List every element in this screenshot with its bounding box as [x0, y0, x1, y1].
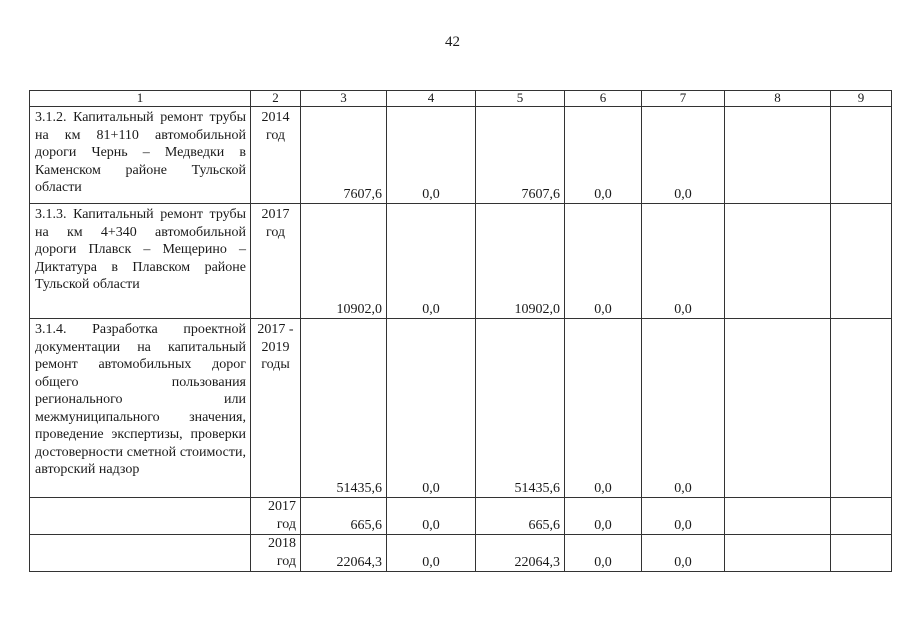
- cell-value: 0,0: [387, 107, 476, 204]
- column-header: 3: [301, 91, 387, 107]
- table-row: [30, 535, 892, 572]
- row-period: 2014 год: [251, 107, 301, 204]
- column-header: 8: [725, 91, 831, 107]
- row-period: 2017 - 2019 годы: [251, 319, 301, 498]
- cell-value: 0,0: [642, 204, 725, 319]
- cell-value: 10902,0: [301, 204, 387, 319]
- column-header: 1: [30, 91, 251, 107]
- column-header: 4: [387, 91, 476, 107]
- cell-value: [831, 107, 892, 204]
- row-period: 2018 год: [251, 535, 301, 572]
- cell-value: 0,0: [565, 535, 642, 572]
- row-description: 3.1.2. Капитальный ремонт трубы на км 81+110 автомобильной дороги Чернь – Медведки в Каменском районе Тульской области: [30, 107, 251, 204]
- cell-value: 0,0: [642, 319, 725, 498]
- row-description: 3.1.4. Разработка проектной документации на капитальный ремонт автомобильных дорог общего пользования регионального или межмуниципального значения, проведение экспертизы, проверки достоверности сметной стоимости, авторский надзор: [30, 319, 251, 498]
- cell-value: 22064,3: [476, 535, 565, 572]
- cell-value: 22064,3: [301, 535, 387, 572]
- cell-value: 7607,6: [476, 107, 565, 204]
- cell-value: [725, 535, 831, 572]
- row-description: 3.1.3. Капитальный ремонт трубы на км 4+340 автомобильной дороги Плавск – Мещерино – Диктатура в Плавском районе Тульской области: [30, 204, 251, 319]
- cell-value: [831, 498, 892, 535]
- cell-value: 51435,6: [476, 319, 565, 498]
- cell-value: 0,0: [565, 107, 642, 204]
- table-row: [30, 498, 892, 535]
- data-table: [29, 90, 892, 572]
- column-header: 7: [642, 91, 725, 107]
- row-description: [30, 498, 251, 535]
- cell-value: 0,0: [565, 498, 642, 535]
- header-row: [30, 91, 892, 107]
- cell-value: [831, 319, 892, 498]
- cell-value: 0,0: [642, 535, 725, 572]
- cell-value: 7607,6: [301, 107, 387, 204]
- cell-value: 0,0: [565, 204, 642, 319]
- cell-value: 0,0: [387, 498, 476, 535]
- cell-value: 665,6: [301, 498, 387, 535]
- column-header: 5: [476, 91, 565, 107]
- cell-value: 10902,0: [476, 204, 565, 319]
- cell-value: [725, 498, 831, 535]
- cell-value: 0,0: [565, 319, 642, 498]
- cell-value: [725, 107, 831, 204]
- cell-value: [831, 204, 892, 319]
- cell-value: 0,0: [642, 107, 725, 204]
- table-row: [30, 204, 892, 319]
- cell-value: [725, 204, 831, 319]
- row-period: 2017 год: [251, 204, 301, 319]
- column-header: 2: [251, 91, 301, 107]
- cell-value: [725, 319, 831, 498]
- cell-value: 0,0: [387, 535, 476, 572]
- column-header: 6: [565, 91, 642, 107]
- cell-value: 665,6: [476, 498, 565, 535]
- table-row: [30, 107, 892, 204]
- row-period: 2017 год: [251, 498, 301, 535]
- cell-value: 0,0: [387, 319, 476, 498]
- cell-value: 51435,6: [301, 319, 387, 498]
- cell-value: [831, 535, 892, 572]
- cell-value: 0,0: [387, 204, 476, 319]
- column-header: 9: [831, 91, 892, 107]
- cell-value: 0,0: [642, 498, 725, 535]
- table-row: [30, 319, 892, 498]
- page-number: 42: [445, 34, 460, 50]
- row-description: [30, 535, 251, 572]
